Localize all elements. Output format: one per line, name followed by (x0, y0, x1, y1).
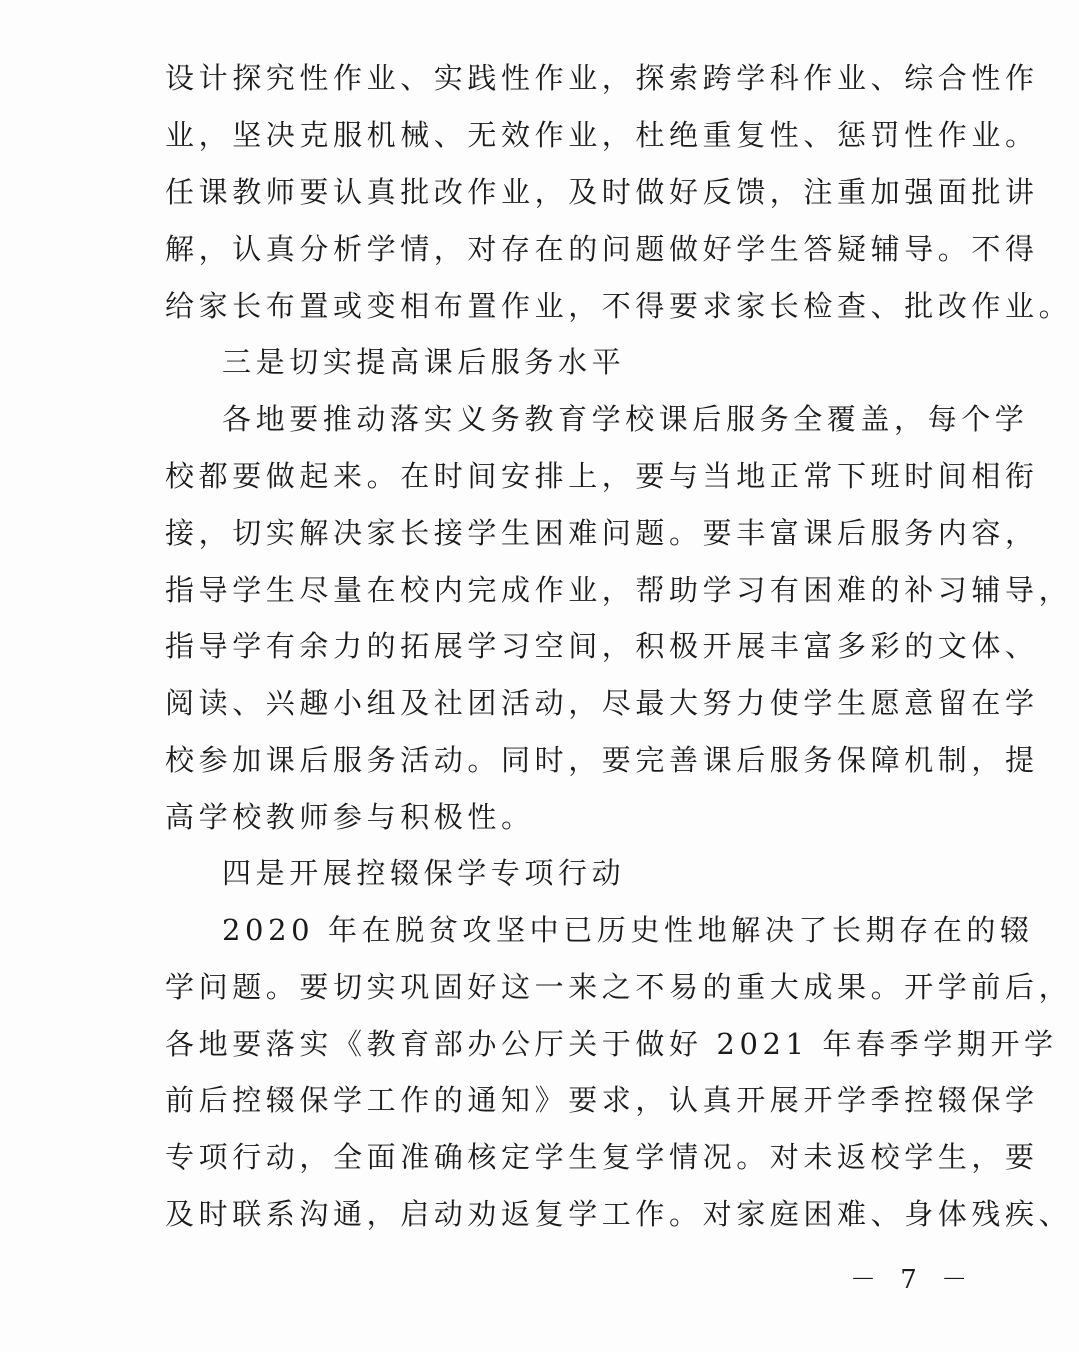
body-line-8: 校都要做起来。在时间安排上，要与当地正常下班时间相衔 (165, 459, 1039, 493)
body-line-1: 设计探究性作业、实践性作业，探索跨学科作业、综合性作 (165, 61, 1039, 95)
paragraph-start-line: 各地要推动落实义务教育学校课后服务全覆盖，每个学 (222, 402, 1029, 436)
body-line-21: 及时联系沟通，启动劝返复学工作。对家庭困难、身体残疾、 (165, 1197, 1073, 1231)
page-number: － 7 － (850, 1265, 976, 1295)
body-line-10: 指导学生尽量在校内完成作业，帮助学习有困难的补习辅导， (165, 573, 1073, 607)
body-line-4: 解，认真分析学情，对存在的问题做好学生答疑辅导。不得 (165, 232, 1039, 266)
body-line-13: 校参加课后服务活动。同时，要完善课后服务保障机制，提 (165, 743, 1039, 777)
section-heading-4: 四是开展控辍保学专项行动 (222, 856, 626, 890)
body-line-20: 专项行动，全面准确核定学生复学情况。对未返校学生，要 (165, 1140, 1039, 1174)
body-line-12: 阅读、兴趣小组及社团活动，尽最大努力使学生愿意留在学 (165, 686, 1039, 720)
body-line-17: 学问题。要切实巩固好这一来之不易的重大成果。开学前后， (165, 970, 1073, 1004)
body-line-2: 业，坚决克服机械、无效作业，杜绝重复性、惩罚性作业。 (165, 118, 1039, 152)
section-heading-3: 三是切实提高课后服务水平 (222, 345, 626, 379)
body-line-11: 指导学有余力的拓展学习空间，积极开展丰富多彩的文体、 (165, 629, 1039, 663)
body-line-3: 任课教师要认真批改作业，及时做好反馈，注重加强面批讲 (165, 175, 1039, 209)
body-line-9: 接，切实解决家长接学生困难问题。要丰富课后服务内容， (165, 516, 1039, 550)
body-line-5: 给家长布置或变相布置作业，不得要求家长检查、批改作业。 (165, 289, 1073, 323)
body-line-19: 前后控辍保学工作的通知》要求，认真开展开学季控辍保学 (165, 1083, 1039, 1117)
body-line-18: 各地要落实《教育部办公厅关于做好 2021 年春季学期开学 (165, 1027, 1058, 1061)
paragraph-start-line-2: 2020 年在脱贫攻坚中已历史性地解决了长期存在的辍 (222, 913, 1034, 947)
body-line-14: 高学校教师参与积极性。 (165, 800, 535, 834)
